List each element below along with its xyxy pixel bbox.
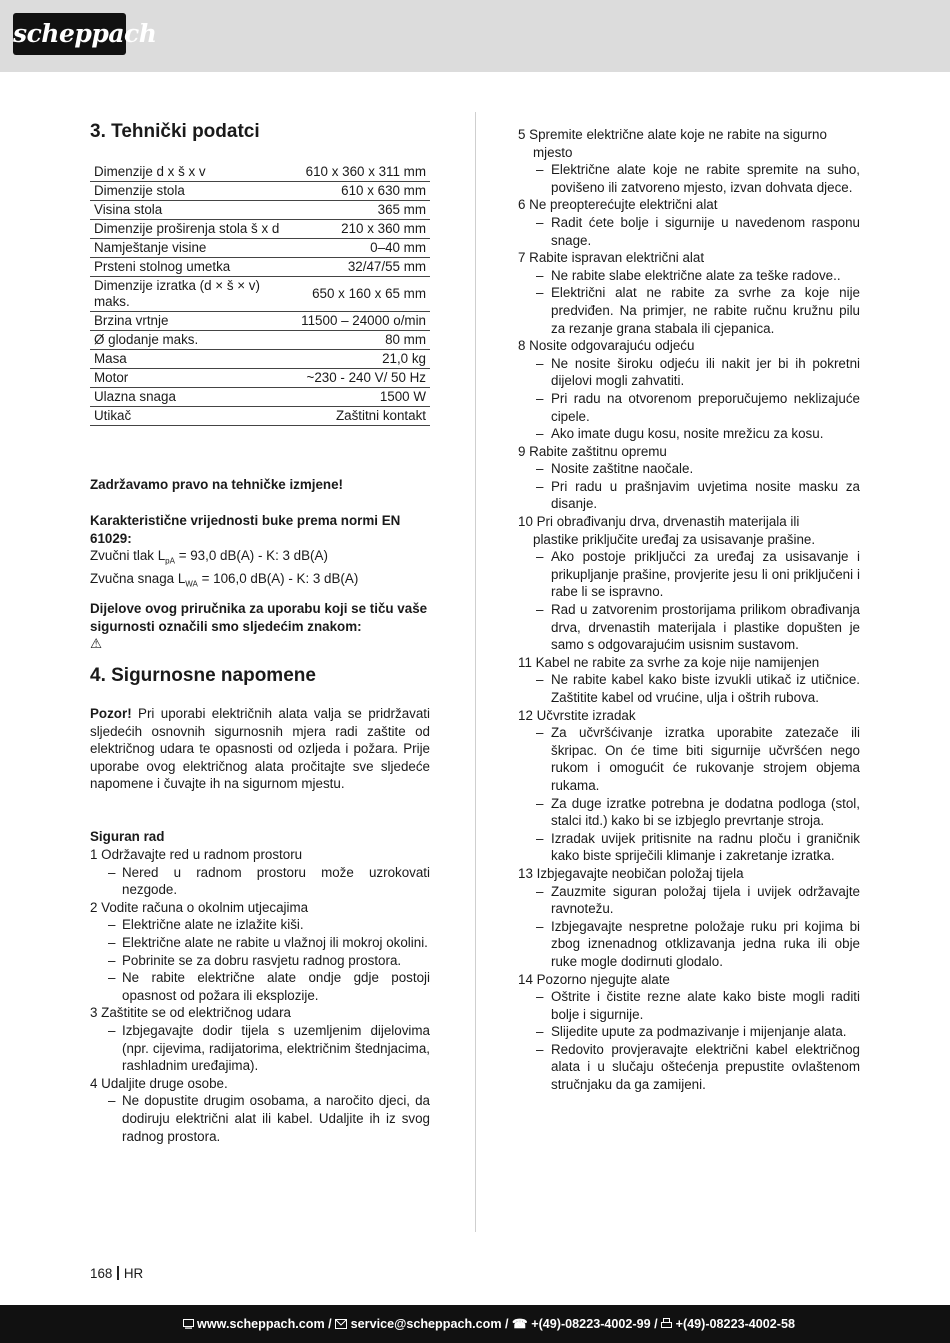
list-item: – Za učvršćivanje izratka uporabite zatezače ili škripac. On će time biti sigurnije učvršćen nego rukom i omogućit će rukovanje strojem objema rukama. bbox=[518, 724, 860, 794]
list-item: – Pri radu na otvorenom preporučujemo neklizajuće cipele. bbox=[518, 390, 860, 425]
spec-value: 11500 – 24000 o/min bbox=[288, 312, 430, 331]
right-safety-list bbox=[518, 126, 860, 1094]
list-item: – Ne nosite široku odjeću ili nakit jer bi ih pokretni dijelovi mogli zahvatiti. bbox=[518, 355, 860, 390]
list-item: – Izradak uvijek pritisnite na radnu ploču i graničnik kako biste spriječili klimanje i zakretanje izratka. bbox=[518, 830, 860, 865]
list-item: – Radit ćete bolje i sigurnije u navedenom rasponu snage. bbox=[518, 214, 860, 249]
noise-title: Karakteristične vrijednosti buke prema normi EN 61029: bbox=[90, 513, 401, 546]
list-item: – Izbjegavajte nespretne položaje ruku pri kojima bi zbog iznenadnog otklizavanja jedna ruka ili obje ruke mogle dodirnuti glodalo. bbox=[518, 918, 860, 971]
list-item-title: 11 Kabel ne rabite za svrhe za koje nije namijenjen bbox=[518, 654, 820, 670]
spec-row bbox=[90, 163, 430, 182]
page-separator bbox=[117, 1266, 119, 1280]
spec-value: 32/47/55 mm bbox=[288, 258, 430, 277]
spec-value: ~230 - 240 V/ 50 Hz bbox=[288, 369, 430, 388]
spec-row bbox=[90, 201, 430, 220]
spec-row bbox=[90, 277, 430, 312]
list-item-title: 8 Nosite odgovarajuću odjeću bbox=[518, 338, 695, 354]
spec-value: 21,0 kg bbox=[288, 350, 430, 369]
spec-label: Utikač bbox=[90, 407, 288, 426]
list-item: – Ako postoje priključci za uređaj za usisavanje i prikupljanje prašine, provjerite jesu li oni priključeni i rabe li se ispravno. bbox=[518, 548, 860, 601]
footer-fax: +(49)-08223-4002-58 bbox=[675, 1317, 795, 1331]
list-item-title: 10 Pri obrađivanju drva, drvenastih materijala ili bbox=[518, 514, 800, 530]
footer-mail[interactable]: service@scheppach.com / bbox=[350, 1317, 509, 1331]
list-item-title: 12 Učvrstite izradak bbox=[518, 707, 636, 723]
spec-row bbox=[90, 369, 430, 388]
spec-value: 610 x 630 mm bbox=[288, 182, 430, 201]
safety-intro bbox=[90, 705, 430, 793]
spec-value: 0–40 mm bbox=[288, 239, 430, 258]
list-item-title: 2 Vodite računa o okolnim utjecajima bbox=[90, 899, 309, 915]
list-item: – Ne rabite slabe električne alate za teške radove.. bbox=[518, 267, 860, 285]
list-item-title: 1 Održavajte red u radnom prostoru bbox=[90, 847, 303, 862]
spec-row bbox=[90, 239, 430, 258]
list-item: – Nosite zaštitne naočale. bbox=[518, 460, 860, 478]
warning-icon: ⚠ bbox=[90, 636, 103, 652]
computer-icon bbox=[183, 1319, 194, 1329]
left-safety-list bbox=[90, 846, 430, 1145]
spec-value: 650 x 160 x 65 mm bbox=[288, 277, 430, 312]
spec-value: 80 mm bbox=[288, 331, 430, 350]
page-header bbox=[0, 0, 950, 72]
safety-marker-note bbox=[90, 600, 430, 653]
list-item: – Električne alate ne rabite u vlažnoj ili mokroj okolini. bbox=[90, 934, 430, 952]
footer-phone: +(49)-08223-4002-99 / bbox=[531, 1317, 658, 1331]
list-item: – Za duge izratke potrebna je dodatna podloga (stol, stalci itd.) kako bi se izbjeglo prevrtanje stroja. bbox=[518, 795, 860, 830]
list-item-title: 4 Udaljite druge osobe. bbox=[90, 1075, 228, 1091]
spec-value: 610 x 360 x 311 mm bbox=[288, 163, 430, 182]
list-item: – Ne rabite električne alate ondje gdje postoji opasnost od požara ili eksplozije. bbox=[90, 969, 430, 1004]
noise-block bbox=[90, 512, 430, 594]
spec-label: Brzina vrtnje bbox=[90, 312, 288, 331]
spec-value: 210 x 360 mm bbox=[288, 220, 430, 239]
list-item: – Ako imate dugu kosu, nosite mrežicu za kosu. bbox=[518, 425, 860, 443]
spec-label: Motor bbox=[90, 369, 288, 388]
spec-value: 1500 W bbox=[288, 388, 430, 407]
safety-marker-text: Dijelove ovog priručnika za uporabu koji se tiču vaše sigurnosti označili smo sljedećim znakom: bbox=[90, 601, 428, 634]
page-footer bbox=[0, 1305, 950, 1343]
list-item-title-cont: mjesto bbox=[533, 144, 573, 160]
list-item: – Električni alat ne rabite za svrhe za koje nije predviđen. Na primjer, ne rabite ručnu kružnu pilu za rezanje grana stabala ili cjepanica. bbox=[518, 284, 860, 337]
list-item-title: 14 Pozorno njegujte alate bbox=[518, 971, 670, 987]
list-item: – Pobrinite se za dobru rasvjetu radnog prostora. bbox=[90, 952, 430, 970]
noise-pressure: Zvučni tlak $L_{pA} = 93,0$ dB(A) - K: 3 dB(A) bbox=[90, 548, 328, 566]
section-4-title: 4. Sigurnosne napomene bbox=[90, 665, 316, 686]
column-divider bbox=[475, 112, 476, 1232]
list-item-title: 13 Izbjegavajte neobičan položaj tijela bbox=[518, 865, 744, 881]
spec-label: Dimenzije proširenja stola š x d bbox=[90, 220, 288, 239]
list-item-title: 6 Ne preopterećujte električni alat bbox=[518, 197, 718, 213]
spec-label: Visina stola bbox=[90, 201, 288, 220]
list-item-title: 9 Rabite zaštitnu opremu bbox=[518, 443, 667, 459]
spec-label: Dimenzije stola bbox=[90, 182, 288, 201]
spec-row bbox=[90, 350, 430, 369]
list-item-title: 5 Spremite električne alate koje ne rabite na sigurno bbox=[518, 127, 827, 142]
spec-value: 365 mm bbox=[288, 201, 430, 220]
list-item: – Ne dopustite drugim osobama, a naročito djeci, da dodiruju električni alat ili kabel. Udaljite ih iz svog radnog prostora. bbox=[90, 1092, 430, 1145]
fax-icon bbox=[661, 1318, 672, 1329]
spec-label: Dimenzije d x š x v bbox=[90, 163, 288, 182]
page-number-value: 168 bbox=[90, 1266, 113, 1281]
page-language: HR bbox=[123, 1266, 144, 1281]
spec-row bbox=[90, 331, 430, 350]
list-item-title: 7 Rabite ispravan električni alat bbox=[518, 250, 705, 266]
spec-value: Zaštitni kontakt bbox=[288, 407, 430, 426]
spec-row bbox=[90, 220, 430, 239]
spec-table bbox=[90, 163, 430, 426]
list-item: – Nered u radnom prostoru može uzrokovati nezgode. bbox=[90, 864, 430, 899]
spec-label: Prsteni stolnog umetka bbox=[90, 258, 288, 277]
list-item: – Električne alate ne izlažite kiši. bbox=[90, 916, 430, 934]
safe-work-title: Siguran rad bbox=[90, 829, 165, 844]
spec-row bbox=[90, 407, 430, 426]
footer-web[interactable]: www.scheppach.com / bbox=[197, 1317, 332, 1331]
list-item: – Električne alate koje ne rabite spremite na suho, povišeno ili zatvoreno mjesto, izvan dohvata djece. bbox=[518, 161, 860, 196]
list-item: – Oštrite i čistite rezne alate kako biste mogli raditi bolje i sigurnije. bbox=[518, 988, 860, 1023]
list-item: – Zauzmite siguran položaj tijela i uvijek održavajte ravnotežu. bbox=[518, 883, 860, 918]
list-item: – Redovito provjeravajte električni kabel električnog alata i u slučaju oštećenja prepustite ovlaštenom stručnjaku da ga zamijeni. bbox=[518, 1041, 860, 1094]
mail-icon bbox=[335, 1319, 347, 1329]
list-item: – Ne rabite kabel kako biste izvukli utikač iz utičnice. Zaštitite kabel od vrućine, ulja i oštrih rubova. bbox=[518, 671, 860, 706]
spec-row bbox=[90, 388, 430, 407]
spec-label: Ø glodanje maks. bbox=[90, 331, 288, 350]
list-item: – Izbjegavajte dodir tijela s uzemljenim dijelovima (npr. cijevima, radijatorima, električnim štednjacima, rashladnim uređajima). bbox=[90, 1022, 430, 1075]
spec-label: Ulazna snaga bbox=[90, 388, 288, 407]
reserve-note: Zadržavamo pravo na tehničke izmjene! bbox=[90, 477, 344, 492]
list-item-title: 3 Zaštitite se od električnog udara bbox=[90, 1005, 291, 1021]
list-item: – Rad u zatvorenim prostorijama prilikom obrađivanja drva, drvenastih materijala i plastike dopušten je samo s odgovarajućim usisnim sustavom. bbox=[518, 601, 860, 654]
list-item-title-cont: plastike priključite uređaj za usisavanje prašine. bbox=[533, 531, 816, 547]
pozor-label: Pozor! bbox=[90, 706, 132, 721]
page-number bbox=[90, 1266, 143, 1281]
spec-row bbox=[90, 258, 430, 277]
section-3-title: 3. Tehnički podatci bbox=[90, 121, 260, 142]
spec-row bbox=[90, 312, 430, 331]
spec-label: Masa bbox=[90, 350, 288, 369]
spec-row bbox=[90, 182, 430, 201]
safety-intro-text: Pri uporabi električnih alata valja se pridržavati sljedećih osnovnih sigurnosnih mjera radi zaštite od električnog udara te opasnosti od ozljeda i požara. Prije uporabe ovog električnog alata pročitajte sve sljedeće napomene i čuvajte ih na sigurnom mjestu. bbox=[90, 706, 430, 792]
spec-label: Dimenzije izratka (d × š × v) maks. bbox=[90, 277, 288, 312]
list-item: – Slijedite upute za podmazivanje i mijenjanje alata. bbox=[518, 1023, 860, 1041]
noise-power: Zvučna snaga $L_{WA} = 106,0$ dB(A) - K: 3 dB(A) bbox=[90, 571, 359, 590]
spec-label: Namještanje visine bbox=[90, 239, 288, 258]
phone-icon: ☎ bbox=[512, 1317, 528, 1331]
scheppach-logo: scheppach bbox=[13, 13, 126, 55]
list-item: – Pri radu u prašnjavim uvjetima nosite masku za disanje. bbox=[518, 478, 860, 513]
